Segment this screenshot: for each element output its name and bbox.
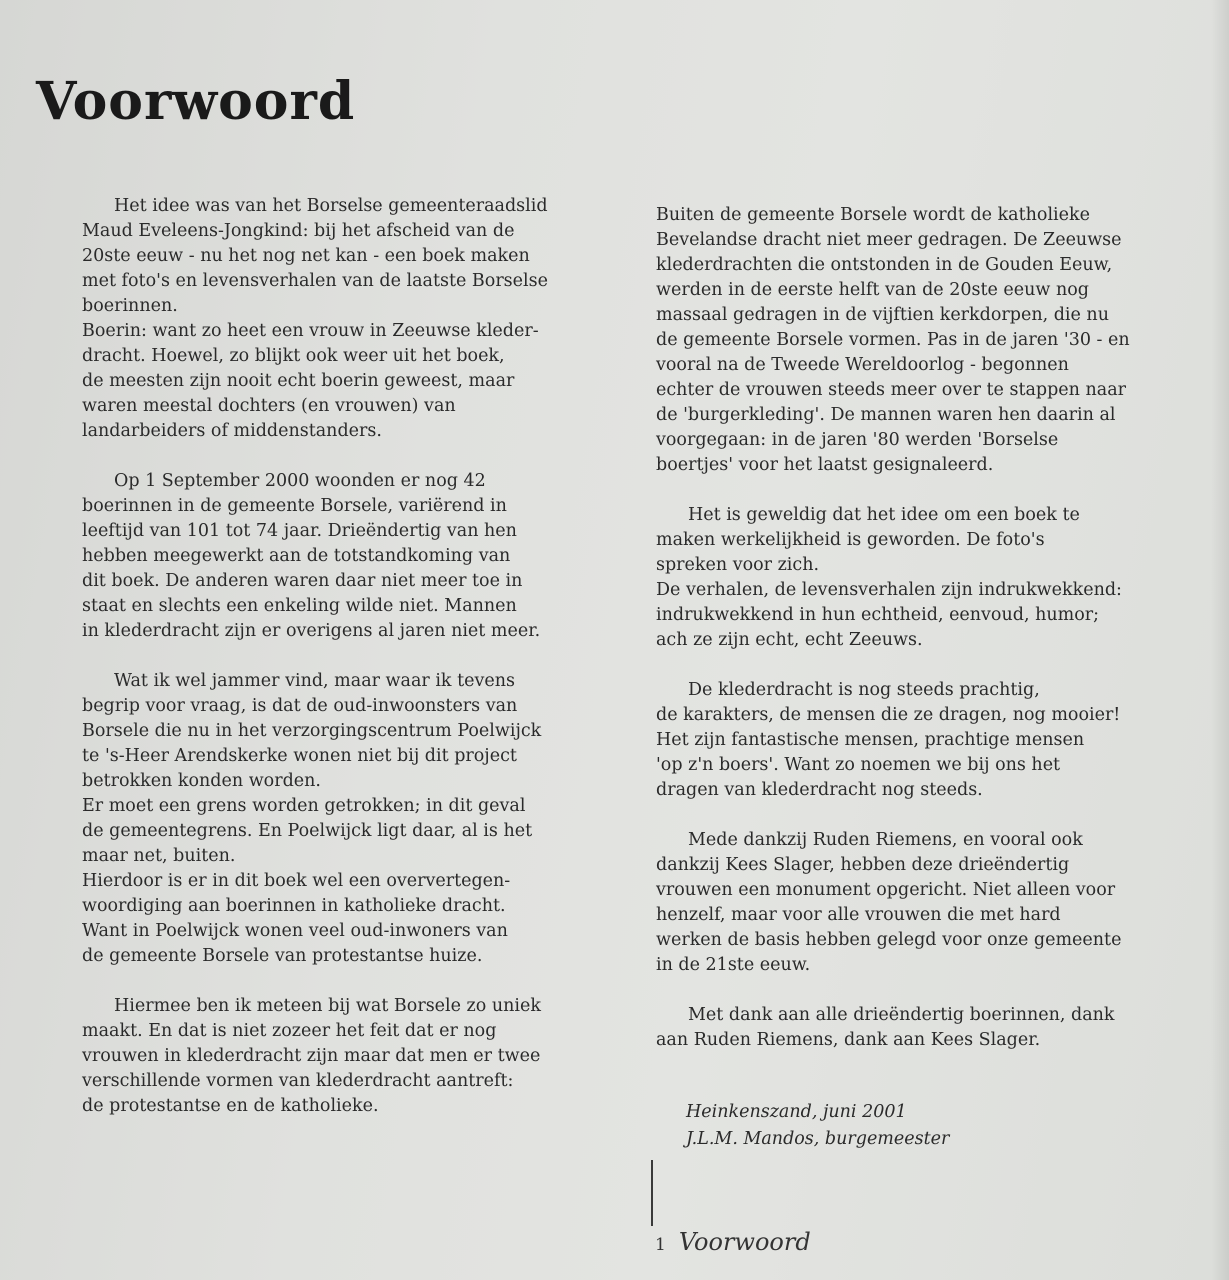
text-line: Het idee was van het Borselse gemeenteraadslid bbox=[114, 196, 548, 216]
text-line: dragen van klederdracht nog steeds. bbox=[656, 780, 983, 800]
folio-rule bbox=[651, 1160, 653, 1226]
text-line: de gemeente Borsele vormen. Pas in de jaren '30 - en bbox=[656, 330, 1130, 350]
text-line: Er moet een grens worden getrokken; in dit geval bbox=[82, 796, 526, 816]
text-line: Boerin: want zo heet een vrouw in Zeeuwse kleder- bbox=[82, 321, 539, 341]
text-line: werden in de eerste helft van de 20ste eeuw nog bbox=[656, 280, 1089, 300]
signoff-place-date: Heinkenszand, juni 2001 bbox=[686, 1102, 907, 1122]
text-line: verschillende vormen van klederdracht aantreft: bbox=[82, 1071, 514, 1091]
text-line: spreken voor zich. bbox=[656, 555, 820, 575]
text-line: indrukwekkend in hun echtheid, eenvoud, humor; bbox=[656, 605, 1100, 625]
text-line: 20ste eeuw - nu het nog net kan - een boek maken bbox=[82, 246, 530, 266]
text-line: leeftijd van 101 tot 74 jaar. Drieëndertig van hen bbox=[82, 521, 517, 541]
text-line: Op 1 September 2000 woonden er nog 42 bbox=[114, 471, 486, 491]
text-line: henzelf, maar voor alle vrouwen die met hard bbox=[656, 905, 1061, 925]
paragraph bbox=[82, 669, 612, 969]
text-line: aan Ruden Riemens, dank aan Kees Slager. bbox=[656, 1030, 1041, 1050]
text-line: vrouwen in klederdracht zijn maar dat men er twee bbox=[82, 1046, 541, 1066]
folio bbox=[655, 1228, 811, 1256]
signoff-author: J.L.M. Mandos, burgemeester bbox=[686, 1129, 950, 1149]
signoff bbox=[686, 1099, 949, 1153]
text-line: de gemeente Borsele van protestantse huize. bbox=[82, 946, 483, 966]
text-line: massaal gedragen in de vijftien kerkdorpen, die nu bbox=[656, 305, 1109, 325]
paragraph bbox=[82, 194, 612, 444]
text-line: staat en slechts een enkeling wilde niet. Mannen bbox=[82, 596, 517, 616]
right-column bbox=[656, 203, 1176, 1053]
text-line: betrokken konden worden. bbox=[82, 771, 321, 791]
text-line: waren meestal dochters (en vrouwen) van bbox=[82, 396, 456, 416]
text-line: voorgegaan: in de jaren '80 werden 'Borselse bbox=[656, 430, 1059, 450]
paragraph bbox=[656, 828, 1176, 978]
text-line: boertjes' voor het laatst gesignaleerd. bbox=[656, 455, 994, 475]
text-line: in klederdracht zijn er overigens al jaren niet meer. bbox=[82, 621, 541, 641]
text-line: de karakters, de mensen die ze dragen, nog mooier! bbox=[656, 705, 1121, 725]
folio-label: Voorwoord bbox=[678, 1228, 811, 1256]
text-line: ach ze zijn echt, echt Zeeuws. bbox=[656, 630, 923, 650]
text-line: Hiermee ben ik meteen bij wat Borsele zo uniek bbox=[114, 996, 541, 1016]
text-line: maar net, buiten. bbox=[82, 846, 236, 866]
text-line: Hierdoor is er in dit boek wel een oververtegen- bbox=[82, 871, 511, 891]
text-line: werken de basis hebben gelegd voor onze gemeente bbox=[656, 930, 1122, 950]
text-line: begrip voor vraag, is dat de oud-inwoonsters van bbox=[82, 696, 518, 716]
page-edge-shadow bbox=[1211, 0, 1229, 1280]
text-line: hebben meegewerkt aan de totstandkoming van bbox=[82, 546, 511, 566]
paragraph bbox=[656, 678, 1176, 803]
paragraph bbox=[82, 469, 612, 644]
text-line: Met dank aan alle drieëndertig boerinnen, dank bbox=[688, 1005, 1115, 1025]
text-line: Want in Poelwijck wonen veel oud-inwoners van bbox=[82, 921, 508, 941]
text-line: dankzij Kees Slager, hebben deze drieëndertig bbox=[656, 855, 1070, 875]
text-line: boerinnen. bbox=[82, 296, 178, 316]
text-line: de protestantse en de katholieke. bbox=[82, 1096, 379, 1116]
paragraph bbox=[656, 1003, 1176, 1053]
text-line: te 's-Heer Arendskerke wonen niet bij dit project bbox=[82, 746, 517, 766]
text-line: met foto's en levensverhalen van de laatste Borselse bbox=[82, 271, 548, 291]
text-line: Borsele die nu in het verzorgingscentrum Poelwijck bbox=[82, 721, 542, 741]
text-line: Bevelandse dracht niet meer gedragen. De Zeeuwse bbox=[656, 230, 1122, 250]
text-line: maakt. En dat is niet zozeer het feit dat er nog bbox=[82, 1021, 497, 1041]
left-column bbox=[82, 194, 612, 1119]
text-line: vooral na de Tweede Wereldoorlog - begonnen bbox=[656, 355, 1069, 375]
text-line: vrouwen een monument opgericht. Niet alleen voor bbox=[656, 880, 1116, 900]
text-line: woordiging aan boerinnen in katholieke dracht. bbox=[82, 896, 506, 916]
text-line: Het is geweldig dat het idee om een boek te bbox=[688, 505, 1080, 525]
text-line: 'op z'n boers'. Want zo noemen we bij ons het bbox=[656, 755, 1061, 775]
text-line: boerinnen in de gemeente Borsele, variërend in bbox=[82, 496, 507, 516]
text-line: echter de vrouwen steeds meer over te stappen naar bbox=[656, 380, 1127, 400]
text-line: de gemeentegrens. En Poelwijck ligt daar, al is het bbox=[82, 821, 533, 841]
paragraph bbox=[656, 503, 1176, 653]
text-line: maken werkelijkheid is geworden. De foto's bbox=[656, 530, 1045, 550]
text-line: dit boek. De anderen waren daar niet meer toe in bbox=[82, 571, 523, 591]
text-line: landarbeiders of middenstanders. bbox=[82, 421, 382, 441]
text-line: klederdrachten die ontstonden in de Gouden Eeuw, bbox=[656, 255, 1113, 275]
text-line: Mede dankzij Ruden Riemens, en vooral ook bbox=[688, 830, 1083, 850]
paragraph bbox=[82, 994, 612, 1119]
text-line: dracht. Hoewel, zo blijkt ook weer uit het boek, bbox=[82, 346, 505, 366]
page-title: Voorwoord bbox=[36, 71, 356, 132]
paragraph bbox=[656, 203, 1176, 478]
text-line: Wat ik wel jammer vind, maar waar ik tevens bbox=[114, 671, 515, 691]
text-line: de 'burgerkleding'. De mannen waren hen daarin al bbox=[656, 405, 1116, 425]
text-line: Maud Eveleens-Jongkind: bij het afscheid van de bbox=[82, 221, 515, 241]
text-line: Het zijn fantastische mensen, prachtige mensen bbox=[656, 730, 1085, 750]
text-line: De verhalen, de levensverhalen zijn indrukwekkend: bbox=[656, 580, 1122, 600]
text-line: De klederdracht is nog steeds prachtig, bbox=[688, 680, 1040, 700]
folio-page-number: 1 bbox=[655, 1235, 666, 1255]
text-line: de meesten zijn nooit echt boerin geweest, maar bbox=[82, 371, 515, 391]
text-line: Buiten de gemeente Borsele wordt de katholieke bbox=[656, 205, 1090, 225]
text-line: in de 21ste eeuw. bbox=[656, 955, 811, 975]
